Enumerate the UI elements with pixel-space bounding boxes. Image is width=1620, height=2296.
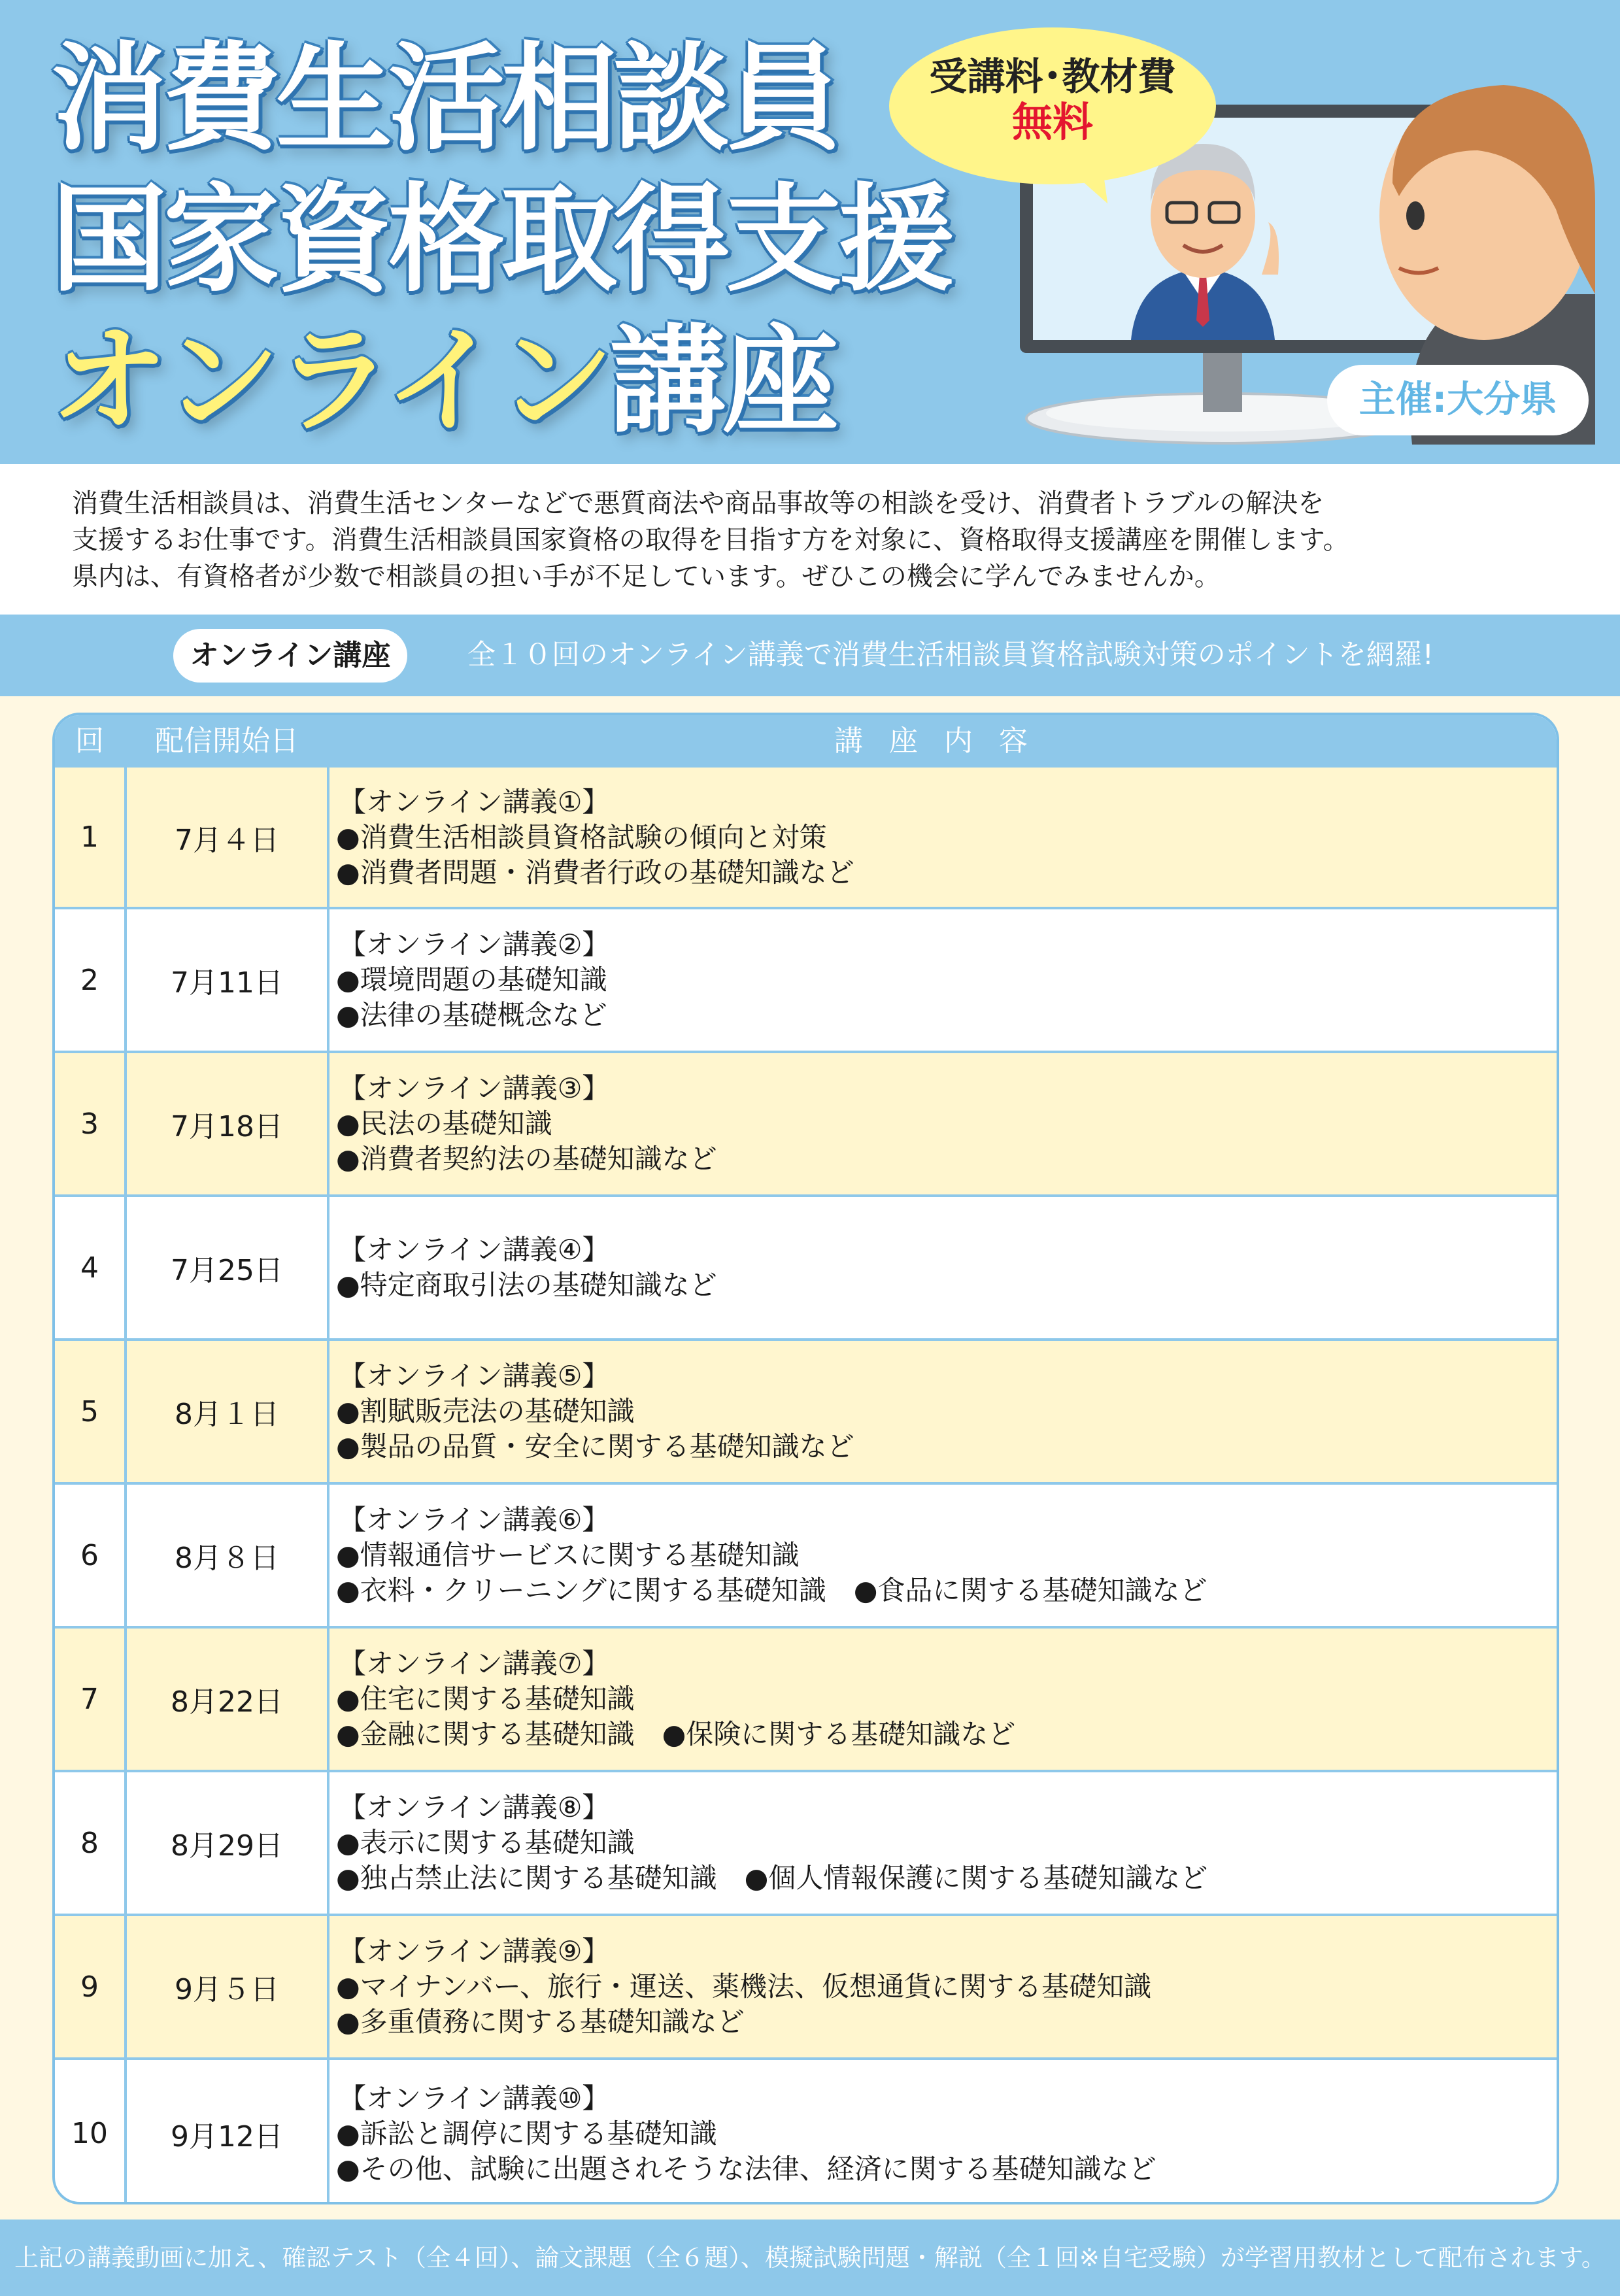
start-date: 8月29日 (171, 1829, 283, 1863)
title-online: オンライン (51, 313, 610, 448)
session-number: 1 (80, 820, 99, 854)
lecture-topic: ●割賦販売法の基礎知識 (336, 1395, 635, 1427)
session-number: 5 (80, 1394, 99, 1428)
course-content (336, 768, 1550, 907)
bubble-fee-label: 受講料･教材費 (929, 54, 1176, 99)
title-line-2: 国家資格取得支援 (51, 172, 951, 307)
start-date: 9月12日 (171, 2119, 283, 2153)
table-row (55, 909, 1557, 1053)
lecture-topic: ●独占禁止法に関する基礎知識 ●個人情報保護に関する基礎知識など (336, 1862, 1208, 1894)
lecture-topic: ●民法の基礎知識 (336, 1107, 552, 1140)
lecture-title: 【オンライン講義③】 (339, 1072, 610, 1104)
free-tuition-bubble (889, 27, 1216, 184)
lecture-title: 【オンライン講義④】 (339, 1234, 610, 1266)
start-date: 8月８日 (175, 1542, 279, 1575)
course-summary-text: 全１０回のオンライン講義で消費生活相談員資格試験対策のポイントを網羅! (467, 639, 1434, 671)
session-number: 2 (80, 963, 99, 997)
session-number: 10 (71, 2117, 108, 2150)
lecture-topic: ●消費者問題・消費者行政の基礎知識など (336, 856, 854, 888)
lecture-title: 【オンライン講義⑥】 (339, 1504, 610, 1536)
table-row (55, 1197, 1557, 1341)
lecture-topic: ●衣料・クリーニングに関する基礎知識 ●食品に関する基礎知識など (336, 1574, 1207, 1606)
lecture-topic: ●表示に関する基礎知識 (336, 1827, 635, 1859)
lecture-topic: ●多重債務に関する基礎知識など (336, 2006, 745, 2038)
column-divider (124, 715, 127, 2202)
course-content (336, 2060, 1550, 2204)
lecture-topic: ●製品の品質・安全に関する基礎知識など (336, 1430, 854, 1462)
intro-line: 消費生活相談員は、消費生活センターなどで悪質商法や商品事故等の相談を受け、消費者トラブルの解決を (72, 488, 1325, 518)
session-number: 9 (80, 1970, 99, 2004)
table-row (55, 768, 1557, 909)
column-divider (327, 715, 329, 2202)
header-banner (0, 0, 1620, 464)
table-row (55, 1341, 1557, 1485)
course-summary-band (0, 615, 1620, 696)
lecture-topic: ●消費生活相談員資格試験の傾向と対策 (336, 820, 827, 853)
organizer-badge: 主催:大分県 (1327, 365, 1589, 435)
table-row (55, 1485, 1557, 1629)
session-number: 3 (80, 1107, 99, 1141)
lecture-topic: ●住宅に関する基礎知識 (336, 1683, 635, 1715)
lecture-title: 【オンライン講義②】 (339, 928, 610, 960)
lecture-title: 【オンライン講義⑨】 (339, 1935, 610, 1967)
table-row (55, 2060, 1557, 2204)
lecture-title: 【オンライン講義⑩】 (339, 2082, 610, 2114)
course-content (336, 1629, 1550, 1770)
start-date: 8月22日 (171, 1685, 283, 1719)
lecture-topic: ●金融に関する基礎知識 ●保険に関する基礎知識など (336, 1718, 1016, 1750)
schedule-header-row (55, 715, 1557, 768)
header-course-content: 講座内容 (834, 724, 1054, 758)
footer-note: 上記の講義動画に加え、確認テスト（全４回）、論文課題（全６題）、模擬試験問題・解説（全１回※自宅受験）が学習用教材として配布されます。 (0, 2220, 1620, 2296)
intro-line: 県内は、有資格者が少数で相談員の担い手が不足しています。ぜひこの機会に学んでみませんか。 (72, 562, 1221, 592)
lecture-title: 【オンライン講義⑦】 (339, 1647, 610, 1680)
course-content (336, 1341, 1550, 1482)
course-content (336, 1485, 1550, 1626)
start-date: 9月５日 (175, 1973, 279, 2006)
table-row (55, 1772, 1557, 1916)
course-content (336, 1772, 1550, 1914)
start-date: 7月25日 (171, 1254, 283, 1287)
session-number: 4 (80, 1251, 99, 1285)
lecture-topic: ●情報通信サービスに関する基礎知識 (336, 1539, 800, 1571)
start-date: 7月４日 (175, 823, 279, 857)
schedule-rows (55, 768, 1557, 2204)
lecture-title: 【オンライン講義①】 (339, 785, 610, 818)
course-content (336, 1053, 1550, 1194)
session-number: 6 (80, 1538, 99, 1572)
schedule-table (52, 713, 1559, 2204)
bubble-free-label: 無料 (1011, 97, 1093, 146)
title-line-1: 消費生活相談員 (51, 31, 838, 166)
course-content (336, 909, 1550, 1051)
header-session-number: 回 (75, 724, 104, 758)
lecture-topic: ●マイナンバー、旅行・運送、薬機法、仮想通貨に関する基礎知識 (336, 1970, 1152, 2002)
online-course-pill: オンライン講座 (173, 629, 407, 683)
header-start-date: 配信開始日 (155, 724, 299, 758)
lecture-topic: ●特定商取引法の基礎知識など (336, 1269, 717, 1301)
title-line-3 (51, 313, 835, 448)
table-row (55, 1916, 1557, 2060)
intro-text (72, 485, 1576, 595)
lecture-title: 【オンライン講義⑧】 (339, 1791, 610, 1823)
lecture-topic: ●法律の基礎概念など (336, 999, 607, 1031)
course-content (336, 1916, 1550, 2057)
session-number: 8 (80, 1826, 99, 1860)
title-course: 講座 (609, 313, 835, 448)
intro-line: 支援するお仕事です。消費生活相談員国家資格の取得を目指す方を対象に、資格取得支援講座を開催します。 (72, 525, 1349, 555)
start-date: 7月11日 (171, 966, 283, 1000)
table-row (55, 1053, 1557, 1197)
course-content (336, 1197, 1550, 1338)
lecture-topic: ●訴訟と調停に関する基礎知識 (336, 2117, 717, 2150)
lecture-title: 【オンライン講義⑤】 (339, 1360, 610, 1392)
table-row (55, 1629, 1557, 1772)
lecture-topic: ●環境問題の基礎知識 (336, 964, 607, 996)
lecture-topic: ●消費者契約法の基礎知識など (336, 1143, 717, 1175)
start-date: 7月18日 (171, 1110, 283, 1143)
lecture-topic: ●その他、試験に出題されそうな法律、経済に関する基礎知識など (336, 2152, 1156, 2185)
session-number: 7 (80, 1682, 99, 1716)
start-date: 8月１日 (175, 1398, 279, 1431)
